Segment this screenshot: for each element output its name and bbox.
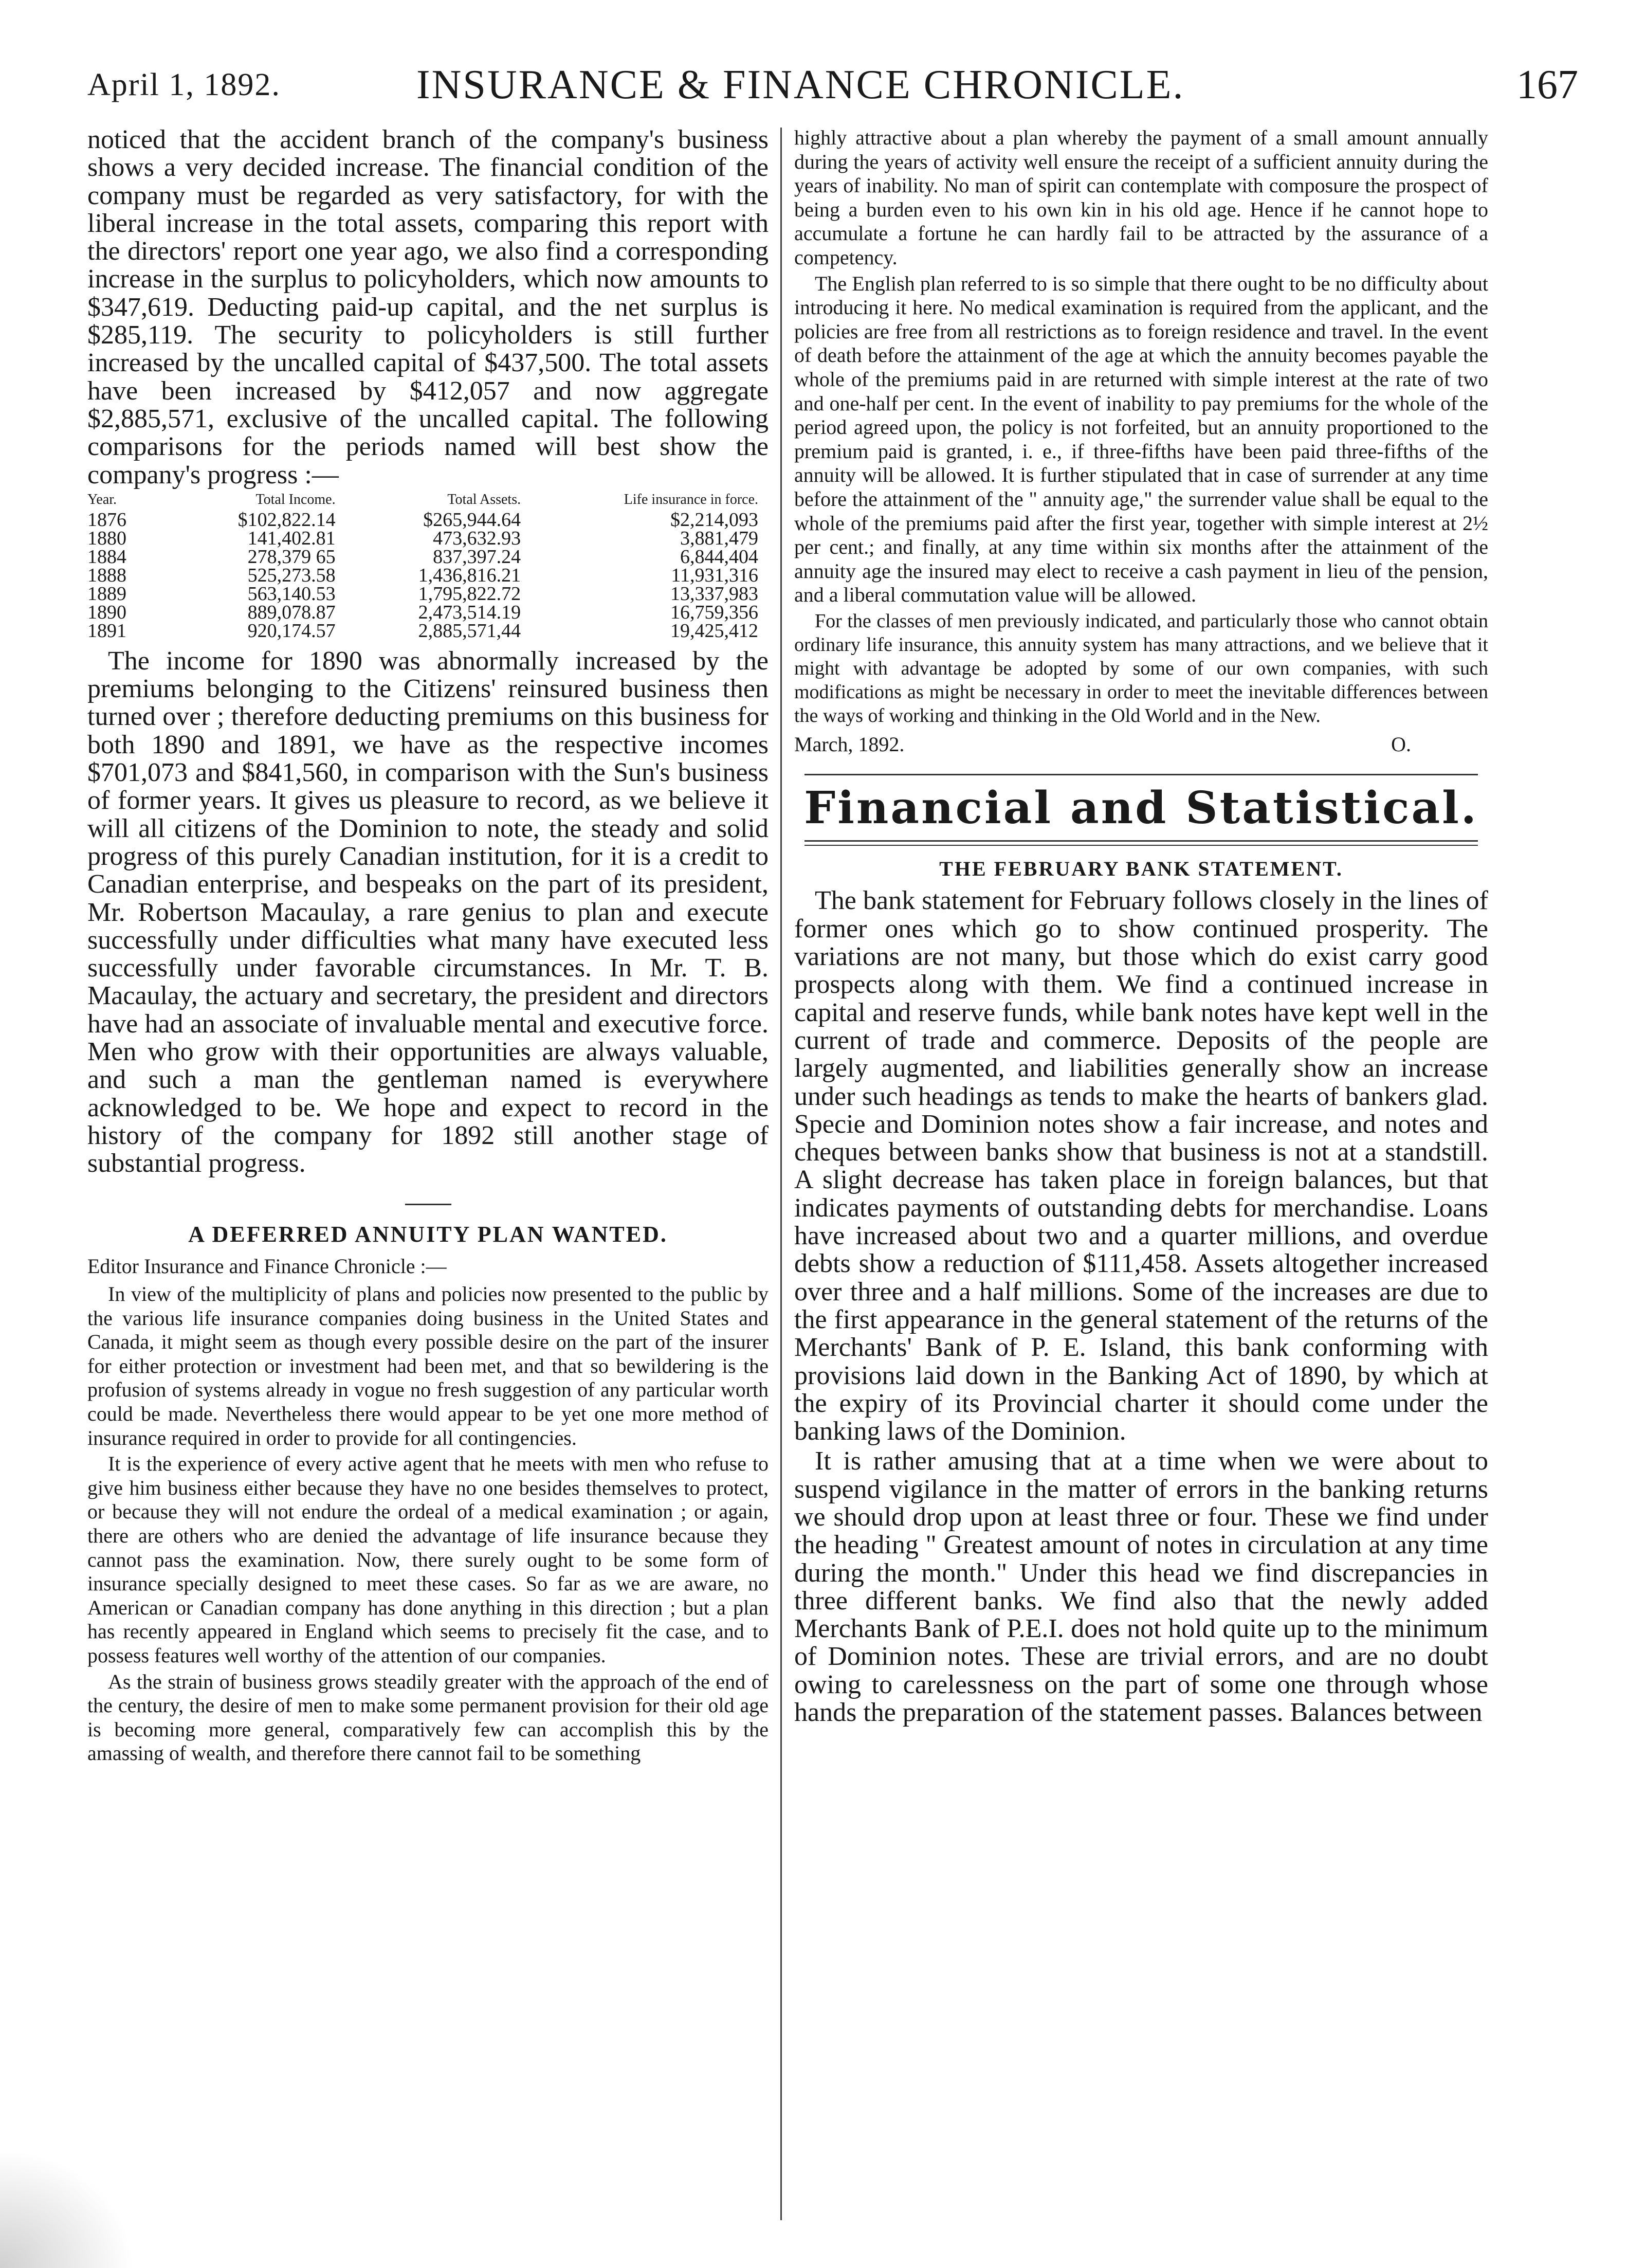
bank-statement-paragraph: The bank statement for February follows closely in the lines of former ones which go to show continued prosperity. The variations are not many, but those which do exist carry good prospects along with them. We find a continued increase in capital and reserve funds, while bank notes have kept well in the current of trade and commerce. Deposits of the people are largely augmented, and liabilities generally show an increase under such headings as tends to make the hearts of bankers glad. Specie and Dominion notes show a fair increase, and notes and cheques between banks show that business is not at a standstill. A slight decrease has taken place in foreign balances, but that indicates payments of outstanding debts for merchandise. Loans have increased about two and a quarter millions, and overdue debts show a reduction of $111,458. Assets altogether increased over three and a half millions. Some of the increases are due to the first appearance in the general statement of the returns of the Merchants' Bank of P. E. Island, this bank conforming with provisions laid down in the Banking Act of 1890, by which at the expiry of its Provincial charter it should come under the banking laws of the Dominion.: [794, 886, 1488, 1446]
page-header: [87, 51, 1578, 129]
col-header-insurance: Life insurance in force.: [624, 491, 758, 507]
col-header-income: Total Income.: [255, 491, 336, 507]
cell-assets: 837,397.24: [433, 546, 521, 568]
section-rule: [804, 774, 1478, 775]
cell-year: 1884: [87, 546, 126, 568]
income-paragraph: The income for 1890 was abnormally increased by the premiums belonging to the Citizens' reinsured business then turned over ; therefore deducting premiums on this business for both 1890 and 1891, we have as the respective incomes $701,073 and $841,560, in comparison with the Sun's business of former years. It gives us pleasure to record, as we believe it will all citizens of the Dominion to note, the steady and solid progress of this purely Canadian institution, for it is a credit to Canadian enterprise, and bespeaks on the part of its president, Mr. Robertson Macaulay, a rare genius to plan and execute successfully under difficulties what many have executed less successfully under favorable circumstances. In Mr. T. B. Macaulay, the actuary and secretary, the president and directors have had an associate of invaluable mental and executive force. Men who grow with their opportunities are always valuable, and such a man the gentleman named is everywhere acknowledged to be. We hope and expect to record in the history of the company for 1892 still another stage of substantial progress.: [87, 646, 769, 1178]
cell-income: 141,402.81: [247, 527, 336, 549]
sun-life-report-paragraph: noticed that the accident branch of the company's business shows a very decided increase. The financial condition of the company must be regarded as very satisfactory, for with the liberal increase in the total assets, comparing this report with the directors' report one year ago, we also find a corresponding increase in the surplus to policyholders, which now amounts to $347,619. Deducting paid-up capital, and the net surplus is $285,119. The security to policyholders is still further increased by the uncalled capital of $437,500. The total assets have been increased by $412,057 and now aggregate $2,885,571, exclusive of the uncalled capital. The following comparisons for the periods named will best show the company's progress :—: [87, 125, 769, 489]
left-column: [87, 126, 769, 1768]
cell-insurance: 11,931,316: [671, 564, 758, 586]
right-column: [794, 126, 1488, 1729]
cell-income: 278,379 65: [247, 546, 336, 568]
cell-insurance: 3,881,479: [680, 527, 758, 549]
issue-date: April 1, 1892.: [87, 67, 281, 102]
cell-income: 889,078.87: [247, 601, 336, 623]
cell-year: 1876: [87, 509, 126, 531]
col-header-assets: Total Assets.: [447, 491, 521, 507]
letter-paragraph: highly attractive about a plan whereby the payment of a small amount annually during the years of activity well ensure the receipt of a sufficient annuity during the years of inability. No man of spirit can contemplate with composure the prospect of being a burden even to his own kin in his old age. Hence if he cannot hope to accumulate a fortune he can hardly fail to be attracted by the assurance of a competency.: [794, 126, 1488, 269]
cell-assets: 1,436,816.21: [418, 564, 521, 586]
cell-insurance: 13,337,983: [670, 583, 758, 605]
article-title: THE FEBRUARY BANK STATEMENT.: [939, 857, 1343, 881]
cell-assets: $265,944.64: [423, 509, 521, 531]
signature-initial: O.: [1391, 732, 1411, 756]
table-row: [87, 529, 769, 548]
cell-year: 1888: [87, 564, 126, 586]
table-row: [87, 566, 769, 585]
cell-year: 1880: [87, 527, 126, 549]
letter-paragraph: For the classes of men previously indicated, and particularly those who cannot obtain ordinary life insurance, this annuity system has many attractions, and we believe that it might with advantage be adopted by some of our own companies, with such modifications as might be necessary in order to meet the inevitable differences between the ways of working and thinking in the Old World and in the New.: [794, 610, 1488, 727]
section-rule: [804, 845, 1478, 846]
letter-paragraph: In view of the multiplicity of plans and policies now presented to the public by the various life insurance companies doing business in the United States and Canada, it might seem as though every possible desire on the part of the insurer for either protection or investment had been met, and that so bewildering is the profusion of systems already in vogue no fresh suggestion of any particular worth could be made. Nevertheless there would appear to be yet one more method of insurance required in order to provide for all contingencies.: [87, 1282, 769, 1449]
table-row: [87, 585, 769, 603]
publication-title: INSURANCE & FINANCE CHRONICLE.: [416, 62, 1185, 107]
column-divider: [780, 128, 782, 2220]
cell-insurance: $2,214,093: [670, 509, 758, 531]
cell-year: 1890: [87, 601, 126, 623]
cell-income: 525,273.58: [247, 564, 336, 586]
cell-year: 1889: [87, 583, 126, 605]
page-number: 167: [1516, 62, 1578, 107]
cell-income: 563,140.53: [247, 583, 336, 605]
cell-insurance: 19,425,412: [670, 620, 758, 642]
page-stain: [0, 2149, 134, 2268]
cell-assets: 2,885,571,44: [418, 620, 521, 642]
letter-signature: [794, 731, 1488, 758]
article-divider: [405, 1204, 451, 1205]
section-rule: [804, 840, 1478, 842]
cell-year: 1891: [87, 620, 126, 642]
section-title: Financial and Statistical.: [804, 782, 1478, 834]
letter-paragraph: As the strain of business grows steadily greater with the approach of the end of the century, the desire of men to make some permanent provision for their old age is becoming more general, comparatively few can accomplish this by the amassing of wealth, and therefore there cannot fail to be something: [87, 1670, 769, 1765]
cell-insurance: 6,844,404: [680, 546, 758, 568]
cell-assets: 1,795,822.72: [418, 583, 521, 605]
cell-income: $102,822.14: [237, 509, 336, 531]
col-header-year: Year.: [87, 491, 117, 507]
table-header-row: [87, 492, 769, 511]
bank-statement-paragraph: It is rather amusing that at a time when we were about to suspend vigilance in the matter of errors in the banking returns we should drop upon at least three or four. These we find under the heading " Greatest amount of notes in circulation at any time during the month." Under this head we find discrepancies in three different banks. We find also that the newly added Merchants Bank of P.E.I. does not hold quite up to the minimum of Dominion notes. These are trivial errors, and are no doubt owing to carelessness on the part of some one through whose hands the preparation of the statement passes. Balances between: [794, 1446, 1488, 1728]
table-row: [87, 603, 769, 622]
cell-assets: 473,632.93: [433, 527, 521, 549]
table-row: [87, 548, 769, 566]
table-row: [87, 622, 769, 640]
section-header: [794, 774, 1488, 846]
article-title: A DEFERRED ANNUITY PLAN WANTED.: [188, 1221, 668, 1247]
letter-paragraph: The English plan referred to is so simple that there ought to be no difficulty about introducing it here. No medical examination is required from the applicant, and the policies are free from all restrictions as to foreign residence and travel. In the event of death before the attainment of the age at which the annuity becomes payable the whole of the premiums paid in are returned with simple interest at the rate of two and one-half per cent. In the event of inability to pay premiums for the whole of the period agreed upon, the policy is not forfeited, but an annuity proportioned to the premium paid is granted, i. e., if three-fifths have been paid three-fifths of the annuity will be allowed. It is further stipulated that in case of surrender at any time before the attainment of the " annuity age," the surrender value shall be equal to the whole of the premiums paid after the first year, together with simple interest at 2½ per cent.; and finally, at any time within six months after the attainment of the annuity age the insured may elect to receive a cash payment in lieu of the pension, and a liberal commutation value will be allowed.: [794, 271, 1488, 607]
table-row: [87, 511, 769, 529]
cell-assets: 2,473,514.19: [418, 601, 521, 623]
letter-paragraph: It is the experience of every active agent that he meets with men who refuse to give him business either because they have no one besides themselves to protect, or because they will not endure the ordeal of a medical examination ; or again, there are others who are denied the advantage of life insurance because they cannot pass the examination. Now, there surely ought to be some form of insurance specially designed to meet these cases. So far as we are aware, no American or Canadian company has done anything in this direction ; but a plan has recently appeared in England which seems to precisely fit the case, and to possess features well worthy of the attention of our companies.: [87, 1452, 769, 1667]
company-progress-table: [87, 492, 769, 640]
letter-salutation: Editor Insurance and Finance Chronicle :—: [87, 1254, 447, 1278]
cell-income: 920,174.57: [247, 620, 336, 642]
cell-insurance: 16,759,356: [670, 601, 758, 623]
signature-date: March, 1892.: [794, 732, 905, 756]
